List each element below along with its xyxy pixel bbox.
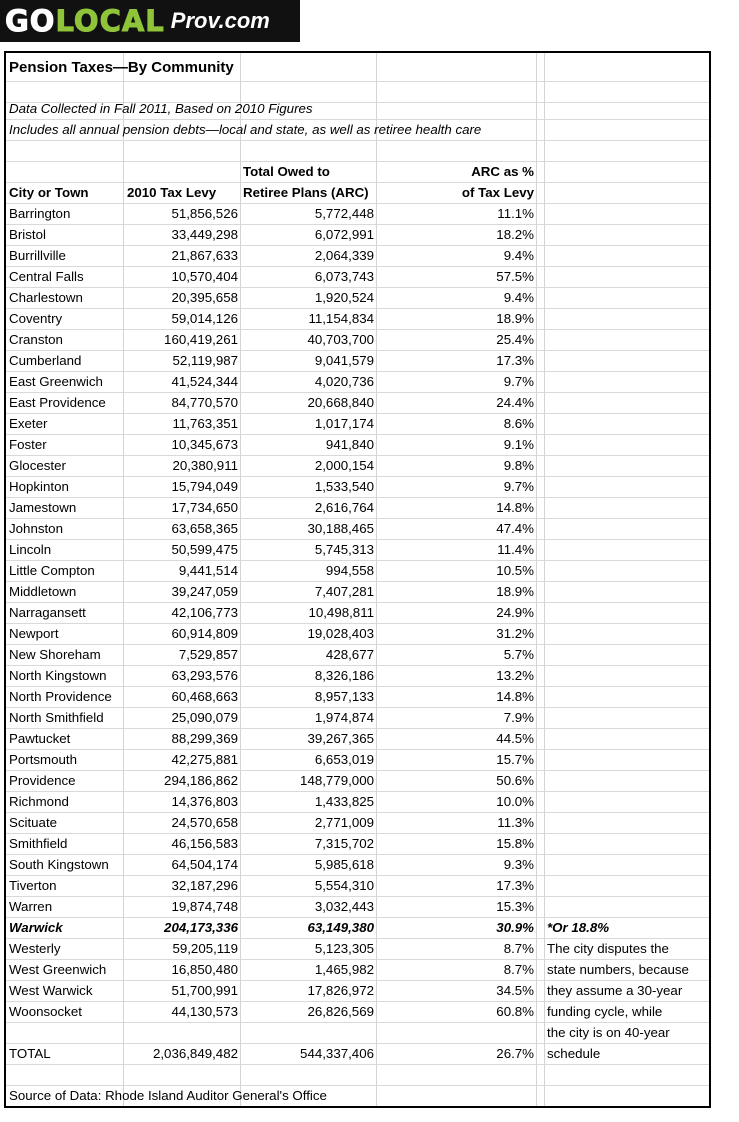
table-row [6, 414, 711, 435]
arc-amount: 8,326,186 [314, 668, 374, 683]
arc-percent: 11.4% [497, 542, 534, 557]
table-row [6, 834, 711, 855]
arc-percent: 47.4% [496, 521, 534, 536]
arc-amount: 39,267,365 [307, 731, 374, 746]
table-row [6, 708, 711, 729]
tax-levy: 33,449,298 [171, 227, 238, 242]
arc-percent: 25.4% [496, 332, 534, 347]
note-text: funding cycle, while [547, 1004, 663, 1019]
city-name: Providence [9, 773, 76, 788]
city-name: Scituate [9, 815, 58, 830]
arc-amount: 428,677 [325, 647, 374, 662]
table-row [6, 729, 711, 750]
table-row [6, 582, 711, 603]
table-row [6, 561, 711, 582]
city-name: Newport [9, 626, 59, 641]
city-name: East Greenwich [9, 374, 103, 389]
tax-levy: 42,275,881 [171, 752, 238, 767]
tax-levy: 39,247,059 [171, 584, 238, 599]
arc-amount: 5,772,448 [314, 206, 374, 221]
table-row [6, 540, 711, 561]
arc-percent: 5.7% [503, 647, 534, 662]
arc-amount: 11,154,834 [308, 311, 374, 326]
table-row [6, 225, 711, 246]
table-row [6, 456, 711, 477]
city-name: Pawtucket [9, 731, 71, 746]
header-levy: 2010 Tax Levy [127, 185, 217, 200]
tax-levy: 10,345,673 [171, 437, 238, 452]
tax-levy: 25,090,079 [171, 710, 238, 725]
header-arc-line1: Total Owed to [243, 164, 330, 179]
table-row [6, 918, 711, 939]
arc-percent: 11.1% [497, 206, 534, 221]
arc-percent: 9.7% [503, 479, 534, 494]
arc-percent: 10.5% [496, 563, 534, 578]
table-row [6, 750, 711, 771]
arc-amount: 9,041,579 [314, 353, 374, 368]
arc-percent: 14.8% [496, 689, 534, 704]
arc-amount: 1,433,825 [314, 794, 374, 809]
note-text: The city disputes the [547, 941, 669, 956]
tax-levy: 63,293,576 [171, 668, 238, 683]
tax-levy: 32,187,296 [171, 878, 238, 893]
arc-percent: 9.1% [503, 437, 534, 452]
arc-amount: 17,826,972 [307, 983, 374, 998]
table-row [6, 813, 711, 834]
tax-levy: 41,524,344 [171, 374, 238, 389]
table-row [6, 981, 711, 1002]
tax-levy: 9,441,514 [178, 563, 238, 578]
city-name: Smithfield [9, 836, 68, 851]
table-row [6, 267, 711, 288]
tax-levy: 42,106,773 [171, 605, 238, 620]
table-row [6, 960, 711, 981]
total-label: TOTAL [9, 1046, 51, 1061]
arc-amount: 7,315,702 [314, 836, 374, 851]
total-levy: 2,036,849,482 [152, 1046, 238, 1061]
arc-amount: 2,064,339 [314, 248, 374, 263]
tax-levy: 50,599,475 [171, 542, 238, 557]
arc-percent: 31.2% [496, 626, 534, 641]
arc-amount: 6,072,991 [314, 227, 374, 242]
arc-percent: 15.3% [496, 899, 534, 914]
city-name: West Warwick [9, 983, 93, 998]
arc-amount: 4,020,736 [314, 374, 374, 389]
tax-levy: 51,856,526 [171, 206, 238, 221]
subtitle-row [6, 120, 711, 141]
city-name: North Smithfield [9, 710, 104, 725]
tax-levy: 10,570,404 [171, 269, 238, 284]
tax-levy: 44,130,573 [171, 1004, 238, 1019]
arc-percent: 10.0% [496, 794, 534, 809]
tax-levy: 7,529,857 [178, 647, 238, 662]
arc-amount: 19,028,403 [307, 626, 374, 641]
arc-amount: 1,465,982 [314, 962, 374, 977]
table-row [6, 288, 711, 309]
arc-percent: 44.5% [496, 731, 534, 746]
city-name: Cumberland [9, 353, 82, 368]
arc-amount: 994,558 [325, 563, 374, 578]
city-name: Warwick [9, 920, 63, 935]
tax-levy: 51,700,991 [171, 983, 238, 998]
city-name: Little Compton [9, 563, 95, 578]
header-row-1 [6, 162, 711, 183]
tax-levy: 16,850,480 [171, 962, 238, 977]
city-name: Burrillville [9, 248, 66, 263]
city-name: Lincoln [9, 542, 52, 557]
table-row [6, 603, 711, 624]
tax-levy: 294,186,862 [164, 773, 238, 788]
arc-amount: 2,000,154 [314, 458, 374, 473]
total-pct: 26.7% [496, 1046, 534, 1061]
city-name: Central Falls [9, 269, 84, 284]
tax-levy: 20,380,911 [172, 458, 238, 473]
city-name: Jamestown [9, 500, 77, 515]
city-name: Bristol [9, 227, 46, 242]
table-row [6, 792, 711, 813]
total-row [6, 1044, 711, 1065]
arc-amount: 1,017,174 [314, 416, 374, 431]
arc-amount: 10,498,811 [308, 605, 374, 620]
arc-percent: 18.2% [496, 227, 534, 242]
header-row-2 [6, 183, 711, 204]
table-row [6, 393, 711, 414]
arc-percent: 7.9% [503, 710, 534, 725]
arc-amount: 30,188,465 [307, 521, 374, 536]
arc-percent: 15.7% [496, 752, 534, 767]
table-row [6, 204, 711, 225]
city-name: Portsmouth [9, 752, 77, 767]
arc-percent: 17.3% [496, 353, 534, 368]
city-name: Cranston [9, 332, 63, 347]
arc-percent: 34.5% [496, 983, 534, 998]
arc-percent: 13.2% [496, 668, 534, 683]
tax-levy: 60,468,663 [171, 689, 238, 704]
header-city: City or Town [9, 185, 89, 200]
table-row [6, 939, 711, 960]
city-name: Westerly [9, 941, 61, 956]
note-text: *Or 18.8% [547, 920, 610, 935]
arc-percent: 50.6% [496, 773, 534, 788]
arc-percent: 17.3% [496, 878, 534, 893]
arc-percent: 57.5% [496, 269, 534, 284]
table-row [6, 309, 711, 330]
table-row [6, 771, 711, 792]
table-row [6, 855, 711, 876]
city-name: Warren [9, 899, 53, 914]
tax-levy: 160,419,261 [164, 332, 238, 347]
table-row [6, 498, 711, 519]
arc-amount: 3,032,443 [314, 899, 374, 914]
arc-amount: 148,779,000 [300, 773, 374, 788]
arc-amount: 5,985,618 [314, 857, 374, 872]
city-name: Johnston [9, 521, 63, 536]
city-name: Woonsocket [9, 1004, 82, 1019]
tax-levy: 46,156,583 [171, 836, 238, 851]
spacer-row [6, 1023, 711, 1044]
city-name: East Providence [9, 395, 106, 410]
table-row [6, 687, 711, 708]
source-row [6, 1086, 711, 1107]
tax-levy: 15,794,049 [171, 479, 238, 494]
city-name: Coventry [9, 311, 63, 326]
tax-levy: 19,874,748 [171, 899, 238, 914]
arc-amount: 1,533,540 [314, 479, 374, 494]
city-name: New Shoreham [9, 647, 101, 662]
tax-levy: 84,770,570 [171, 395, 238, 410]
subtitle-row [6, 99, 711, 120]
table-row [6, 477, 711, 498]
arc-percent: 9.3% [503, 857, 534, 872]
tax-levy: 21,867,633 [171, 248, 238, 263]
arc-amount: 8,957,133 [314, 689, 374, 704]
table-row [6, 246, 711, 267]
city-name: Narragansett [9, 605, 86, 620]
arc-amount: 2,616,764 [314, 500, 374, 515]
arc-amount: 2,771,009 [314, 815, 374, 830]
tax-levy: 24,570,658 [171, 815, 238, 830]
arc-percent: 30.9% [496, 920, 534, 935]
table-row [6, 624, 711, 645]
tax-levy: 63,658,365 [171, 521, 238, 536]
arc-amount: 40,703,700 [307, 332, 374, 347]
arc-amount: 5,745,313 [314, 542, 374, 557]
arc-percent: 24.4% [496, 395, 534, 410]
arc-amount: 5,123,305 [314, 941, 374, 956]
city-name: Exeter [9, 416, 48, 431]
tax-levy: 59,014,126 [171, 311, 238, 326]
tax-levy: 88,299,369 [171, 731, 238, 746]
arc-percent: 60.8% [496, 1004, 534, 1019]
arc-amount: 20,668,840 [307, 395, 374, 410]
city-name: North Kingstown [9, 668, 107, 683]
arc-amount: 5,554,310 [314, 878, 374, 893]
table-row [6, 645, 711, 666]
source-text: Source of Data: Rhode Island Auditor General's Office [9, 1088, 327, 1103]
tax-levy: 14,376,803 [171, 794, 238, 809]
table-row [6, 351, 711, 372]
table-row [6, 1002, 711, 1023]
city-name: Charlestown [9, 290, 83, 305]
arc-percent: 24.9% [496, 605, 534, 620]
tax-levy: 52,119,987 [172, 353, 238, 368]
tax-levy: 17,734,650 [171, 500, 238, 515]
arc-percent: 9.7% [503, 374, 534, 389]
city-name: Barrington [9, 206, 71, 221]
arc-percent: 14.8% [496, 500, 534, 515]
city-name: South Kingstown [9, 857, 109, 872]
city-name: Richmond [9, 794, 69, 809]
note-text: state numbers, because [547, 962, 689, 977]
tax-levy: 20,395,658 [171, 290, 238, 305]
arc-percent: 11.3% [497, 815, 534, 830]
arc-percent: 8.6% [503, 416, 534, 431]
title-row [6, 53, 711, 82]
table-row [6, 666, 711, 687]
logo-domain: Prov.com [170, 8, 270, 33]
city-name: Foster [9, 437, 47, 452]
arc-amount: 26,826,569 [307, 1004, 374, 1019]
arc-percent: 8.7% [503, 941, 534, 956]
tax-levy: 60,914,809 [171, 626, 238, 641]
table-row [6, 519, 711, 540]
arc-amount: 6,653,019 [314, 752, 374, 767]
arc-percent: 9.4% [503, 248, 534, 263]
city-name: Hopkinton [9, 479, 69, 494]
arc-amount: 7,407,281 [314, 584, 374, 599]
subtitle-includes: Includes all annual pension debts—local and state, as well as retiree health care [9, 122, 482, 137]
total-arc: 544,337,406 [300, 1046, 374, 1061]
sheet-title: Pension Taxes—By Community [9, 59, 234, 76]
arc-amount: 1,920,524 [314, 290, 374, 305]
spreadsheet [4, 51, 711, 1108]
arc-amount: 6,073,743 [314, 269, 374, 284]
city-name: North Providence [9, 689, 112, 704]
arc-percent: 15.8% [496, 836, 534, 851]
tax-levy: 11,763,351 [172, 416, 238, 431]
arc-percent: 18.9% [496, 584, 534, 599]
note-text: they assume a 30-year [547, 983, 683, 998]
table-row [6, 876, 711, 897]
header-pct-line1: ARC as % [471, 164, 534, 179]
tax-levy: 64,504,174 [171, 857, 238, 872]
arc-amount: 941,840 [325, 437, 374, 452]
arc-percent: 8.7% [503, 962, 534, 977]
table-row [6, 372, 711, 393]
blank-row [6, 1065, 711, 1086]
table-row [6, 897, 711, 918]
subtitle-collected: Data Collected in Fall 2011, Based on 2010 Figures [9, 101, 313, 116]
city-name: Tiverton [9, 878, 57, 893]
city-name: Middletown [9, 584, 77, 599]
city-name: West Greenwich [9, 962, 107, 977]
tax-levy: 204,173,336 [164, 920, 238, 935]
arc-percent: 9.8% [503, 458, 534, 473]
arc-amount: 63,149,380 [307, 920, 374, 935]
header-pct-line2: of Tax Levy [461, 185, 534, 200]
city-name: Glocester [9, 458, 66, 473]
blank-row [6, 141, 711, 162]
table-row [6, 435, 711, 456]
arc-percent: 9.4% [503, 290, 534, 305]
header-arc-line2: Retiree Plans (ARC) [243, 185, 369, 200]
table-row [6, 330, 711, 351]
arc-percent: 18.9% [496, 311, 534, 326]
golocal-logo[interactable] [0, 0, 300, 42]
arc-amount: 1,974,874 [314, 710, 374, 725]
logo-wordmark: GOLOCAL [5, 4, 165, 38]
note-text: the city is on 40-year [547, 1025, 670, 1040]
tax-levy: 59,205,119 [172, 941, 238, 956]
note-text: schedule [547, 1046, 601, 1061]
